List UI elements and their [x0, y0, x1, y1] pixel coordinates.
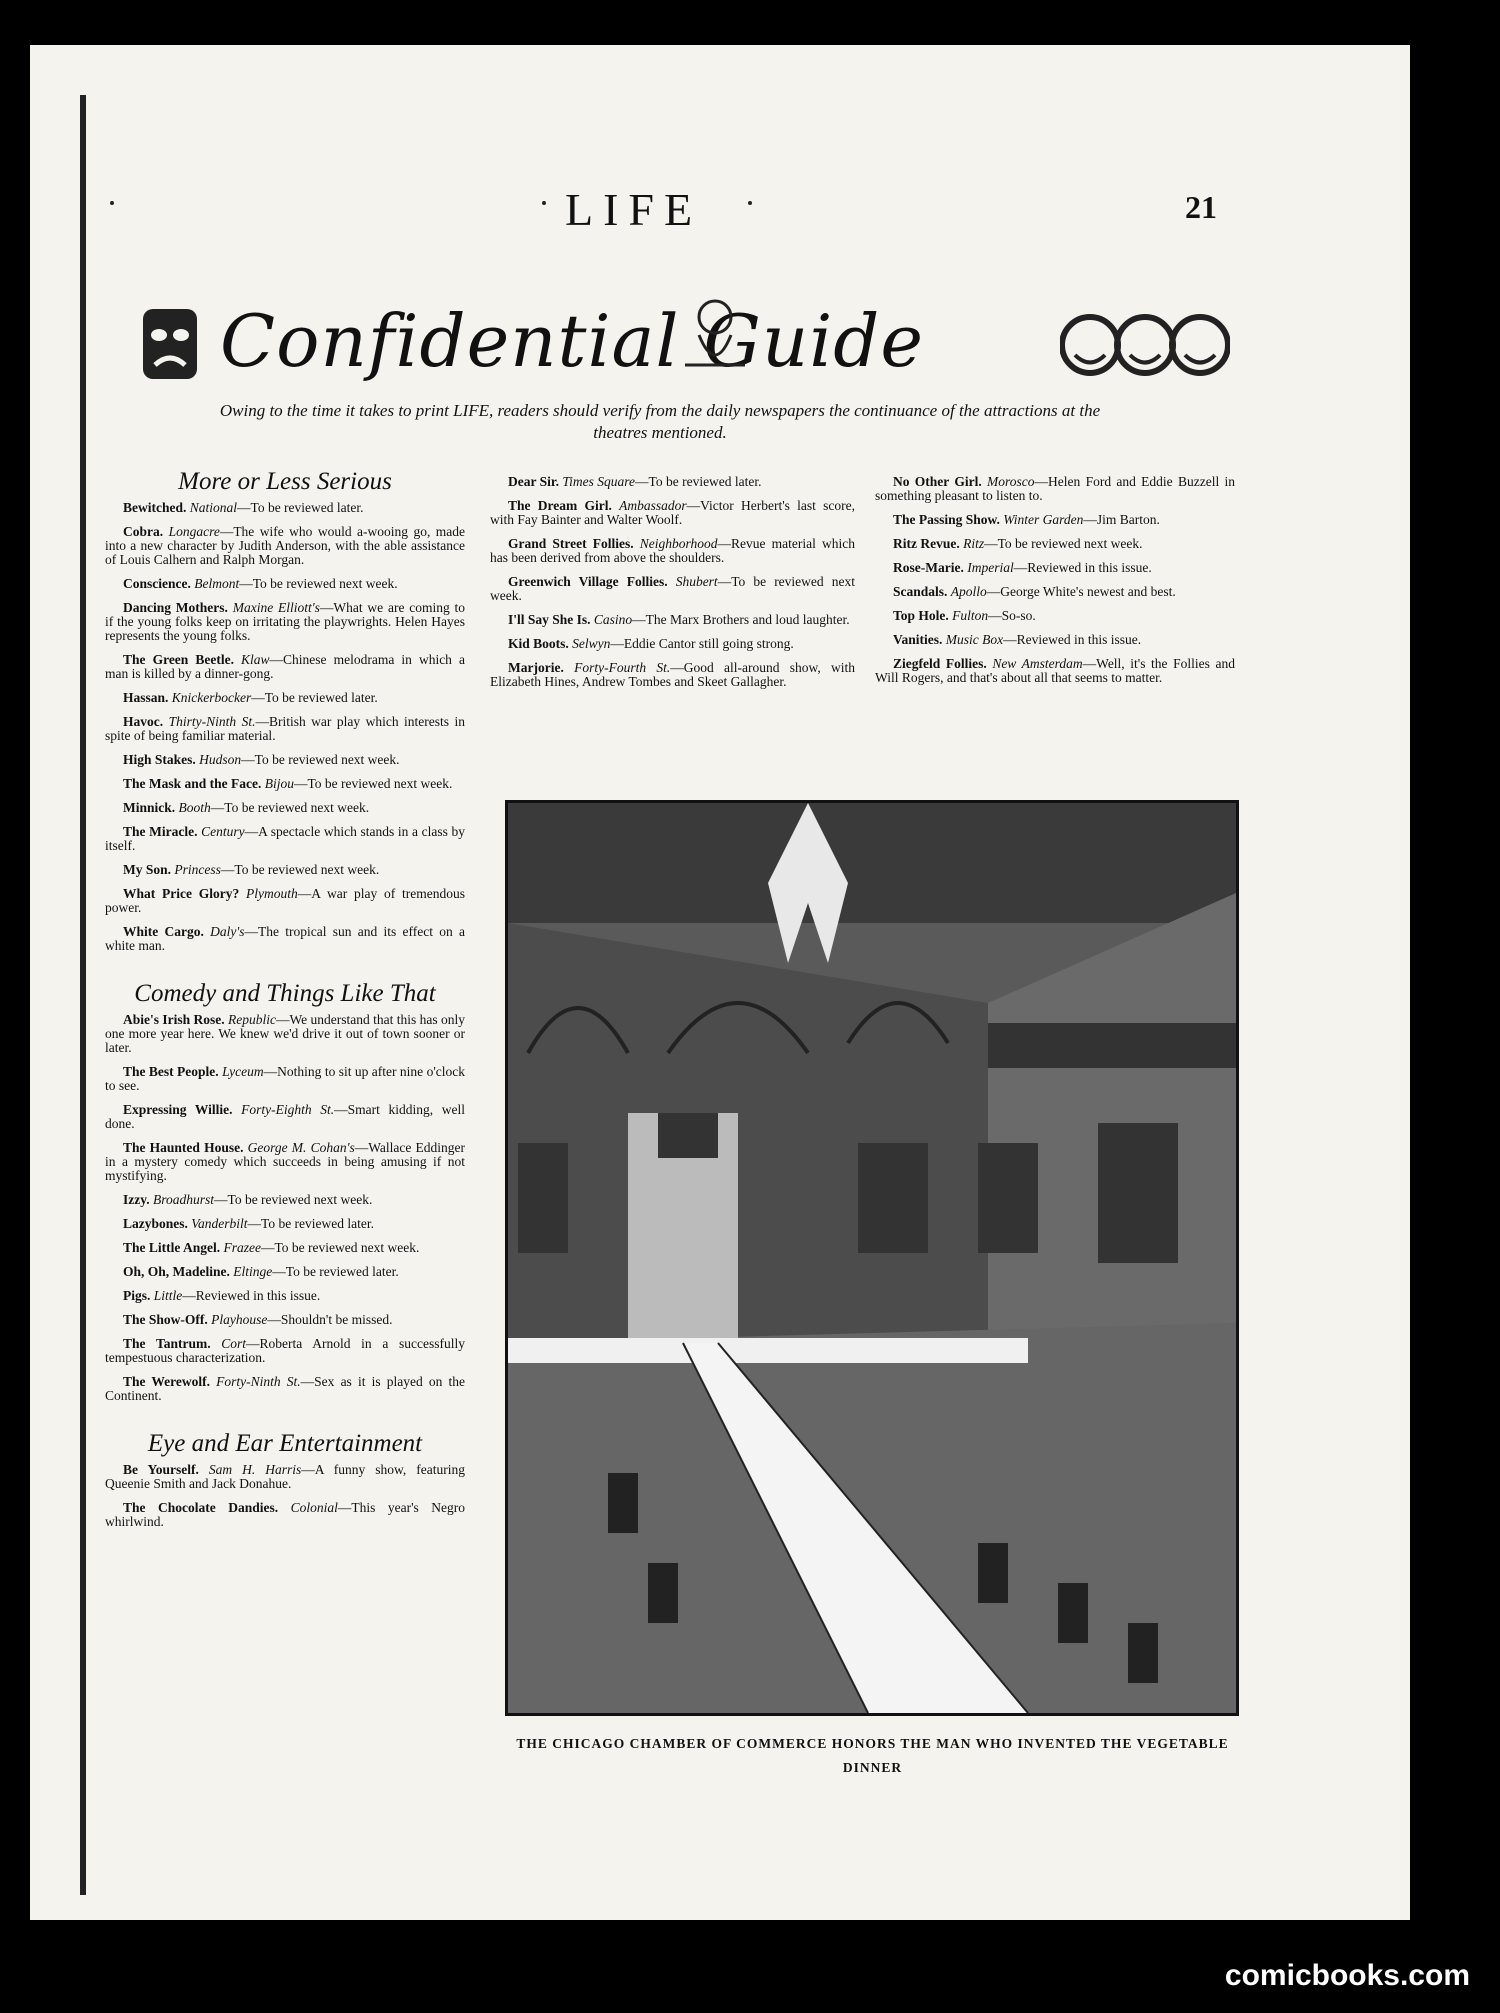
show-title: No Other Girl.	[893, 474, 982, 489]
show-description: —A funny show, featuring Queenie Smith and Jack Donahue.	[105, 1462, 465, 1491]
theatre-name: Bijou	[264, 776, 294, 791]
middle-column	[490, 475, 855, 699]
show-title: Kid Boots.	[508, 636, 569, 651]
show-title: High Stakes.	[123, 752, 196, 767]
show-description: —To be reviewed later.	[272, 1264, 399, 1279]
guide-entry	[490, 499, 855, 527]
theatre-name: Fulton	[952, 608, 989, 623]
theatre-name: Playhouse	[211, 1312, 268, 1327]
guide-entry	[875, 561, 1235, 575]
theatre-name: Hudson	[199, 752, 242, 767]
section-heading-eye-ear: Eye and Ear Entertainment	[147, 1430, 423, 1457]
show-title: The Green Beetle.	[123, 652, 234, 667]
guide-entry	[490, 537, 855, 565]
theatre-name: New Amsterdam	[992, 656, 1083, 671]
confidential-guide-banner	[135, 295, 1235, 395]
show-description: —What we are coming to if the young folks keep on irritating the playwrights. Helen Hayes represents the young folks.	[105, 600, 466, 643]
show-description: —Reviewed in this issue.	[182, 1288, 321, 1303]
show-description: —Smart kidding, well done.	[105, 1102, 465, 1131]
show-description: —We understand that this has only one more year here. We knew we'd drive it out of town sooner or later.	[105, 1012, 466, 1055]
show-title: Cobra.	[123, 524, 164, 539]
theatre-name: Selwyn	[572, 636, 611, 651]
theatre-name: Music Box	[945, 632, 1004, 647]
guide-entry	[105, 577, 465, 591]
page-number: 21	[1185, 189, 1217, 225]
show-description: —To be reviewed later.	[635, 474, 762, 489]
show-description: —Good all-around show, with Elizabeth Hines, Andrew Tombes and Skeet Gallagher.	[490, 660, 855, 689]
guide-entry	[490, 475, 855, 489]
show-description: —To be reviewed next week.	[239, 576, 398, 591]
guide-entry	[875, 513, 1235, 527]
show-title: The Werewolf.	[123, 1374, 211, 1389]
cherub-icon	[675, 295, 755, 375]
show-description: —Helen Ford and Eddie Buzzell in something pleasant to listen to.	[875, 474, 1235, 503]
show-description: —To be reviewed next week.	[261, 1240, 420, 1255]
theatre-name: Apollo	[950, 584, 987, 599]
show-description: —Sex as it is played on the Continent.	[105, 1374, 465, 1403]
show-description: —Reviewed in this issue.	[1003, 632, 1142, 647]
theatre-name: Booth	[178, 800, 211, 815]
show-title: The Little Angel.	[123, 1240, 221, 1255]
binding-line	[80, 95, 86, 1895]
show-description: —To be reviewed next week.	[214, 1192, 373, 1207]
show-title: The Haunted House.	[123, 1140, 244, 1155]
show-description: —To be reviewed later.	[247, 1216, 375, 1231]
show-title: My Son.	[123, 862, 172, 877]
show-description: —So-so.	[988, 608, 1036, 623]
guide-entry	[875, 537, 1235, 551]
show-title: The Dream Girl.	[508, 498, 612, 513]
show-description: —To be reviewed next week.	[241, 752, 400, 767]
show-description: —The wife who would a-wooing go, made into a new character by Judith Anderson, with the able assistance of Louis Calhern and Ralph Morgan.	[105, 524, 465, 567]
show-description: —Revue material which has been derived from above the shoulders.	[490, 536, 855, 565]
guide-entry	[105, 1141, 465, 1183]
guide-entry	[105, 825, 465, 853]
guide-entry	[105, 1313, 465, 1327]
show-title: The Mask and the Face.	[123, 776, 262, 791]
show-description: —This year's Negro whirlwind.	[105, 1500, 466, 1529]
guide-entry	[490, 613, 855, 627]
show-title: Hassan.	[123, 690, 169, 705]
masks-icon	[1060, 300, 1230, 390]
watermark: comicbooks.com	[1224, 1959, 1470, 1992]
guide-entry	[105, 715, 465, 743]
show-title: Abie's Irish Rose.	[123, 1012, 225, 1027]
show-title: Vanities.	[893, 632, 943, 647]
show-title: Scandals.	[893, 584, 948, 599]
comedy-list	[105, 1013, 465, 1403]
theatre-name: Ritz	[963, 536, 985, 551]
guide-entry	[105, 1501, 465, 1529]
theatre-name: Sam H. Harris	[208, 1462, 302, 1477]
eye-ear-list	[105, 1463, 465, 1529]
show-description: —Nothing to sit up after nine o'clock to see.	[105, 1064, 465, 1093]
banquet-hall-drawing	[508, 803, 1236, 1713]
theatre-name: Casino	[593, 612, 633, 627]
guide-entry	[105, 1193, 465, 1207]
show-description: —A spectacle which stands in a class by itself.	[105, 824, 465, 853]
show-title: The Show-Off.	[123, 1312, 208, 1327]
guide-entry	[875, 585, 1235, 599]
show-description: —The Marx Brothers and loud laughter.	[632, 612, 850, 627]
show-title: Dancing Mothers.	[123, 600, 228, 615]
show-description: —Shouldn't be missed.	[267, 1312, 393, 1327]
show-title: Expressing Willie.	[123, 1102, 233, 1117]
theatre-name: Longacre	[168, 524, 220, 539]
theatre-name: Daly's	[210, 924, 245, 939]
theatre-name: Forty-Eighth St.	[241, 1102, 335, 1117]
show-title: Oh, Oh, Madeline.	[123, 1264, 230, 1279]
guide-entry	[490, 661, 855, 689]
guide-entry	[105, 925, 465, 953]
show-title: I'll Say She Is.	[508, 612, 591, 627]
show-description: —Eddie Cantor still going strong.	[610, 636, 794, 651]
theatre-name: Forty-Ninth St.	[216, 1374, 301, 1389]
left-column	[105, 468, 466, 1539]
header-dot	[542, 201, 546, 205]
right-column	[875, 475, 1235, 695]
show-description: —Well, it's the Follies and Will Rogers, and that's about all that seems to matter.	[875, 656, 1235, 685]
theatre-name: Maxine Elliott's	[232, 600, 320, 615]
theatre-name: Vanderbilt	[191, 1216, 248, 1231]
show-description: —To be reviewed next week.	[210, 800, 370, 815]
show-description: —To be reviewed next week.	[490, 574, 856, 603]
theatre-name: Knickerbocker	[171, 690, 252, 705]
illustration-caption: THE CHICAGO CHAMBER OF COMMERCE HONORS THE MAN WHO INVENTED THE VEGETABLE DINNER	[516, 1736, 1229, 1775]
theatre-name: Eltinge	[233, 1264, 273, 1279]
show-title: Be Yourself.	[123, 1462, 199, 1477]
show-description: —Roberta Arnold in a successfully tempestuous characterization.	[105, 1336, 465, 1365]
guide-entry	[105, 601, 465, 643]
show-title: Lazybones.	[123, 1216, 188, 1231]
guide-entry	[490, 575, 855, 603]
show-description: —To be reviewed later.	[251, 690, 378, 705]
show-title: What Price Glory?	[123, 886, 240, 901]
guide-entry	[105, 1241, 465, 1255]
theatre-name: Shubert	[675, 574, 718, 589]
show-title: Top Hole.	[893, 608, 949, 623]
theatre-name: National	[189, 500, 238, 515]
guide-entry	[105, 1265, 465, 1279]
show-description: —Reviewed in this issue.	[1013, 560, 1152, 575]
banquet-hall-illustration	[505, 800, 1239, 1716]
show-title: The Best People.	[123, 1064, 219, 1079]
theatre-name: Frazee	[223, 1240, 261, 1255]
guide-entry	[490, 637, 855, 651]
show-title: The Miracle.	[123, 824, 198, 839]
theatre-name: Cort	[221, 1336, 247, 1351]
show-title: Marjorie.	[508, 660, 564, 675]
show-description: —To be reviewed later.	[237, 500, 364, 515]
guide-entry	[875, 609, 1235, 623]
middle-list	[490, 475, 855, 689]
guide-entry	[105, 1013, 465, 1055]
theatre-name: Imperial	[967, 560, 1014, 575]
theatre-name: Ambassador	[619, 498, 687, 513]
theatre-name: Morosco	[987, 474, 1035, 489]
show-description: —Wallace Eddinger in a mystery comedy which succeeds in being amusing if not mystifying.	[105, 1140, 465, 1183]
theatre-name: Klaw	[241, 652, 270, 667]
guide-entry	[105, 887, 465, 915]
show-title: White Cargo.	[123, 924, 204, 939]
show-title: The Passing Show.	[893, 512, 1000, 527]
banner-title: Confidential Guide	[220, 299, 924, 383]
guide-entry	[105, 653, 465, 681]
guide-entry	[105, 501, 465, 515]
show-description: —Chinese melodrama in which a man is killed by a dinner-gong.	[105, 652, 465, 681]
header-dot	[748, 201, 752, 205]
theatre-name: Winter Garden	[1003, 512, 1084, 527]
show-title: The Chocolate Dandies.	[123, 1500, 279, 1515]
show-title: Conscience.	[123, 576, 191, 591]
theatre-name: Century	[201, 824, 245, 839]
theatre-name: Belmont	[194, 576, 240, 591]
theatre-name: Princess	[174, 862, 221, 877]
guide-entry	[105, 1375, 465, 1403]
show-description: —George White's newest and best.	[986, 584, 1176, 599]
guide-entry	[875, 475, 1235, 503]
guide-entry	[105, 525, 465, 567]
theatre-name: Lyceum	[222, 1064, 264, 1079]
tragedy-mask-icon	[135, 305, 205, 385]
theatre-name: Forty-Fourth St.	[574, 660, 671, 675]
page-header	[30, 183, 1410, 263]
show-description: —The tropical sun and its effect on a white man.	[105, 924, 466, 953]
show-title: Ritz Revue.	[893, 536, 960, 551]
show-title: Grand Street Follies.	[508, 536, 634, 551]
theatre-name: Broadhurst	[153, 1192, 215, 1207]
theatre-name: George M. Cohan's	[247, 1140, 355, 1155]
theatre-name: Thirty-Ninth St.	[168, 714, 256, 729]
guide-entry	[105, 1065, 465, 1093]
serious-list	[105, 501, 465, 953]
theatre-name: Republic	[228, 1012, 276, 1027]
show-title: Dear Sir.	[508, 474, 560, 489]
guide-entry	[875, 657, 1235, 685]
guide-entry	[105, 1463, 465, 1491]
guide-entry	[105, 1289, 465, 1303]
show-title: Ziegfeld Follies.	[893, 656, 987, 671]
show-description: —Victor Herbert's last score, with Fay Bainter and Walter Woolf.	[490, 498, 856, 527]
show-description: —Jim Barton.	[1083, 512, 1160, 527]
show-title: The Tantrum.	[123, 1336, 211, 1351]
show-description: —To be reviewed next week.	[294, 776, 453, 791]
intro-note: Owing to the time it takes to print LIFE, readers should verify from the daily newspapers the continuance of the attractions at the theatres mentioned.	[219, 401, 1101, 442]
show-title: Greenwich Village Follies.	[508, 574, 668, 589]
show-title: Pigs.	[123, 1288, 151, 1303]
header-dot	[110, 201, 114, 205]
show-title: Minnick.	[123, 800, 176, 815]
guide-entry	[875, 633, 1235, 647]
theatre-name: Little	[153, 1288, 183, 1303]
right-list	[875, 475, 1235, 685]
show-description: —British war play which interests in spite of being familiar material.	[105, 714, 466, 743]
guide-entry	[105, 753, 465, 767]
guide-entry	[105, 1103, 465, 1131]
show-description: —A war play of tremendous power.	[105, 886, 465, 915]
show-description: —To be reviewed next week.	[984, 536, 1143, 551]
theatre-name: Colonial	[290, 1500, 338, 1515]
show-title: Bewitched.	[123, 500, 187, 515]
guide-entry	[105, 691, 465, 705]
guide-entry	[105, 801, 465, 815]
show-title: Havoc.	[123, 714, 164, 729]
show-title: Izzy.	[123, 1192, 150, 1207]
guide-entry	[105, 1337, 465, 1365]
section-heading-serious: More or Less Serious	[178, 468, 392, 495]
section-heading-comedy: Comedy and Things Like That	[134, 980, 436, 1007]
theatre-name: Plymouth	[246, 886, 298, 901]
guide-entry	[105, 1217, 465, 1231]
magazine-title: LIFE	[565, 184, 703, 235]
guide-entry	[105, 777, 465, 791]
guide-entry	[105, 863, 465, 877]
magazine-page	[30, 45, 1410, 1920]
show-title: Rose-Marie.	[893, 560, 964, 575]
theatre-name: Times Square	[562, 474, 636, 489]
theatre-name: Neighborhood	[639, 536, 718, 551]
show-description: —To be reviewed next week.	[220, 862, 380, 877]
